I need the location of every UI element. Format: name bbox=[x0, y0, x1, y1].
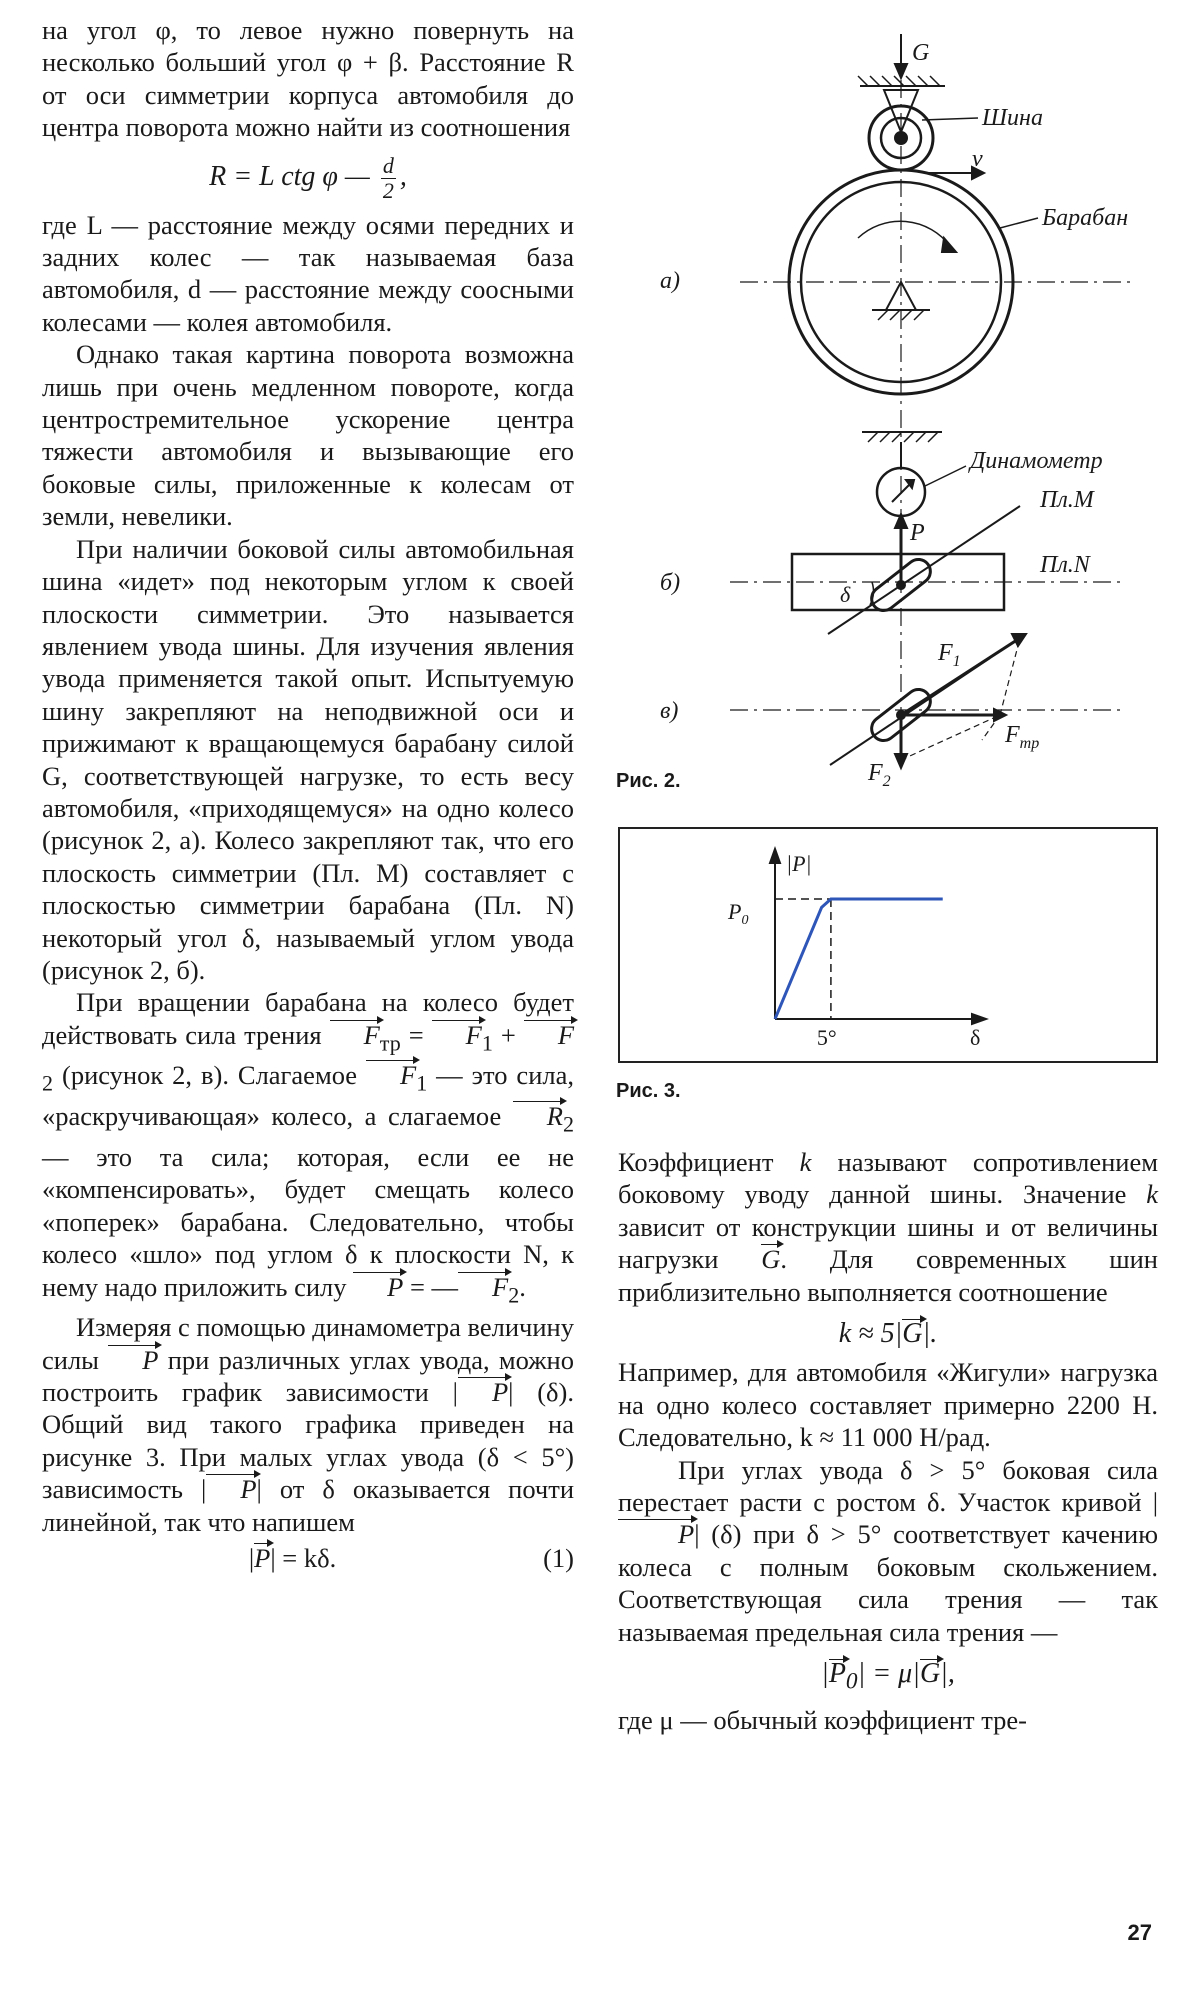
vector-ftr-sub: тр bbox=[379, 1030, 401, 1056]
f2-arrow-head bbox=[895, 754, 907, 768]
figure-2-caption: Рис. 2. bbox=[616, 770, 681, 792]
x-axis-arrow bbox=[972, 1014, 986, 1024]
label-delta: δ bbox=[840, 582, 851, 607]
vector-f2b bbox=[458, 1271, 508, 1303]
label-dynamometer: Динамометр bbox=[970, 448, 1103, 474]
figure-3-chart bbox=[620, 829, 1156, 1061]
construction-line-3 bbox=[982, 715, 1000, 740]
vector-ftr-letter: F bbox=[363, 1019, 380, 1050]
label-pl-n: Пл.N bbox=[1040, 552, 1090, 578]
label-f2: $F_2$ bbox=[868, 760, 891, 790]
figure-3-caption: Рис. 3. bbox=[616, 1080, 681, 1102]
p6-text-a: Измеряя с помощью динамометра величину силы bbox=[42, 1312, 574, 1375]
vector-p-6a-letter: P bbox=[142, 1344, 159, 1375]
vector-g-eqp0-letter: G bbox=[919, 1658, 941, 1690]
p5-end: . bbox=[519, 1271, 526, 1302]
vector-f2-letter: F bbox=[557, 1019, 574, 1050]
r1-text-c: зависит от конструкции шины и от величины нагрузки bbox=[618, 1211, 1158, 1275]
tick-label-p0: $P_0$ bbox=[728, 899, 749, 928]
vector-p-6b-letter: P bbox=[491, 1377, 509, 1408]
vector-f1-letter: F bbox=[465, 1019, 482, 1050]
vector-g-r1-letter: G bbox=[761, 1244, 781, 1275]
vector-f2 bbox=[524, 1019, 574, 1051]
eq-p0-c: |, bbox=[940, 1658, 955, 1690]
vector-p0-eq-letter: P bbox=[828, 1658, 846, 1690]
paragraph-1: на угол φ, то левое нужно повернуть на несколько больший угол φ + β. Расстояние R от оси симметрии корпуса автомобиля до центра поворота можно найти из соотношения bbox=[42, 15, 574, 143]
vector-f1b bbox=[366, 1059, 416, 1091]
y-axis-arrow bbox=[770, 849, 780, 863]
dynamometer-line-to-label bbox=[925, 466, 966, 486]
drum-rotation-head bbox=[942, 238, 956, 252]
vector-f2-sub: 2 bbox=[42, 1070, 54, 1096]
label-f1: $F_1$ bbox=[938, 640, 961, 670]
p5-text-b: (рисунок 2, в). Слагаемое bbox=[53, 1060, 366, 1091]
formula-radius bbox=[42, 154, 574, 203]
eq1-rest: | = kδ. bbox=[270, 1543, 337, 1574]
g-arrow-head bbox=[895, 64, 907, 78]
label-pl-m: Пл.M bbox=[1040, 487, 1094, 513]
eq-p0-a: | bbox=[821, 1658, 829, 1690]
vector-p-eq1-letter: P bbox=[254, 1543, 271, 1574]
vector-r2 bbox=[513, 1100, 563, 1132]
f1-arrow-line bbox=[901, 638, 1020, 715]
p5-text-a: При вращении барабана на колесо будет действовать сила трения bbox=[42, 987, 574, 1050]
vector-ftr bbox=[330, 1019, 380, 1051]
page-number: 27 bbox=[1127, 1920, 1152, 1945]
vector-r2-sub: 2 bbox=[562, 1111, 574, 1137]
vector-p-6c-letter: P bbox=[240, 1474, 257, 1505]
label-b: б) bbox=[660, 570, 681, 596]
vector-p-6a bbox=[108, 1344, 158, 1376]
formula-main: R = L ctg φ — bbox=[209, 160, 377, 192]
vector-f2b-letter: F bbox=[492, 1271, 509, 1302]
paragraph-5 bbox=[42, 986, 574, 1311]
paragraph-3: Однако такая картина поворота возможна лишь при очень медленном повороте, когда центростремительное ускорение центра тяжести автомобиля и вызывающие его боковые силы, приложенные к колесам от земли, невелики. bbox=[42, 339, 574, 532]
p6-text-b: при различных углах увода, можно построить график зависимости | bbox=[42, 1344, 574, 1408]
vector-g-eqk-letter: G bbox=[902, 1318, 923, 1350]
label-v: v bbox=[972, 146, 983, 172]
p5-text-d: — это та сила; которая, если ее не «компенсировать», будет смещать колесо «поперек» барабана. Следовательно, чтобы колесо «шло» под углом δ к плоскости N, к нему надо приложить силу bbox=[42, 1141, 574, 1302]
vector-f2b-sub: 2 bbox=[508, 1281, 520, 1307]
r3-text-a: При углах увода δ > 5° боковая сила перестает расти с ростом δ. Участок кривой | bbox=[618, 1454, 1158, 1518]
equation-k bbox=[618, 1318, 1158, 1350]
axis-label-delta: δ bbox=[970, 1025, 981, 1050]
eq-k-a: k ≈ 5| bbox=[838, 1318, 903, 1350]
figure-2 bbox=[600, 20, 1170, 790]
vector-p bbox=[353, 1271, 403, 1303]
vector-g-eqp0 bbox=[920, 1658, 940, 1690]
paragraph-r3 bbox=[618, 1454, 1158, 1648]
label-p: P bbox=[910, 520, 925, 546]
formula-numerator: d bbox=[382, 152, 394, 178]
vector-f1 bbox=[432, 1019, 482, 1051]
vector-p-r3 bbox=[618, 1518, 694, 1550]
label-a: а) bbox=[660, 268, 680, 294]
eq-p0-b: | = μ| bbox=[857, 1658, 920, 1690]
p6-text-d: | от δ оказывается почти линейной, так что напишем bbox=[42, 1474, 574, 1537]
r1-text-a: Коэффициент bbox=[618, 1147, 800, 1177]
p6-text-c: | (δ). Общий вид такого графика приведен на рисунке 3. При малых углах увода (δ < 5°) зависимость | bbox=[42, 1377, 574, 1505]
r1-text-d: . Для современных шин приблизительно выполняется соотношение bbox=[618, 1244, 1158, 1307]
r3-text-b: | (δ) при δ > 5° соответствует качению колеса с полным боковым скольжением. Соответствующая сила трения — так называемая предельная сила трения — bbox=[618, 1519, 1158, 1647]
label-ftr: $F_{тр}$ bbox=[1005, 722, 1040, 752]
vector-p-eq1 bbox=[254, 1542, 270, 1574]
paragraph-2: где L — расстояние между осями передних и задних колес — так называемая база автомобиля, d — расстояние между соосными колесами — колея автомобиля. bbox=[42, 209, 574, 337]
force-curve bbox=[775, 899, 943, 1019]
vector-p0-eq bbox=[829, 1658, 846, 1690]
p5-eq2: = — bbox=[403, 1271, 459, 1302]
drum-rotation-arrow bbox=[858, 221, 950, 246]
p5-plus: + bbox=[492, 1019, 524, 1050]
vector-p-6b bbox=[458, 1376, 508, 1408]
vector-p-letter: P bbox=[387, 1271, 404, 1302]
vector-r2-letter: R bbox=[546, 1101, 563, 1132]
tick-label-5: 5° bbox=[816, 1025, 837, 1050]
vector-f1b-sub: 1 bbox=[416, 1070, 428, 1096]
label-v-part: в) bbox=[660, 698, 679, 724]
tire-line-to-label bbox=[922, 118, 978, 120]
r1-k: k bbox=[799, 1147, 812, 1177]
label-drum: Барабан bbox=[1042, 205, 1129, 231]
top-hatch bbox=[858, 76, 940, 86]
eq1-bar-a: | bbox=[248, 1543, 255, 1574]
figure-2-diagram bbox=[600, 20, 1170, 790]
formula-denominator: 2 bbox=[382, 177, 394, 203]
equation-1-body bbox=[42, 1542, 543, 1574]
eq-p0-sub: 0 bbox=[845, 1668, 858, 1695]
vector-p-r3-letter: P bbox=[678, 1519, 695, 1550]
vector-f1b-letter: F bbox=[400, 1060, 417, 1091]
axis-label-p: |P| bbox=[786, 851, 812, 876]
construction-line-2 bbox=[901, 715, 1000, 760]
paragraph-r4: где μ — обычный коэффициент тре- bbox=[618, 1705, 1027, 1736]
right-column bbox=[618, 1146, 1158, 1737]
paragraph-r2: Например, для автомобиля «Жигули» нагрузка на одно колесо составляет примерно 2200 Н. Следовательно, k ≈ 11 000 Н/рад. bbox=[618, 1357, 1158, 1453]
equation-1 bbox=[42, 1542, 574, 1574]
paragraph-6 bbox=[42, 1311, 574, 1538]
r1-k2: k bbox=[1146, 1179, 1158, 1210]
formula-end: , bbox=[399, 160, 407, 192]
eq-k-b: |. bbox=[922, 1318, 938, 1350]
label-tire: Шина bbox=[982, 105, 1043, 131]
p5-eq: = bbox=[400, 1019, 432, 1050]
drum-line-to-label bbox=[1000, 218, 1038, 228]
bottom-hatch bbox=[868, 432, 938, 442]
paragraph-4: При наличии боковой силы автомобильная шина «идет» под некоторым углом к своей плоскости симметрии. Это называется явлением увода шины. Для изучения явления увода применяется такой опыт. Испытуемую шину закрепляют на неподвижной оси и прижимают к вращающемуся барабану силой G, соответствующей нагрузке, то есть весу автомобиля, «приходящемуся» на одно колесо (рисунок 2, а). Колесо закрепляют так, что его плоскость симметрии (Пл. M) составляет с плоскостью симметрии барабана (Пл. N) некоторый угол δ, называемый углом увода (рисунок 2, б). bbox=[42, 533, 574, 985]
vector-g-eqk bbox=[902, 1318, 922, 1350]
r1-text-b: называют сопротивлением боковому уводу данной шины. Значение bbox=[618, 1147, 1158, 1210]
formula-fraction bbox=[381, 154, 396, 203]
vector-g-r1 bbox=[761, 1243, 780, 1275]
label-g: G bbox=[912, 40, 930, 66]
equation-1-number: (1) bbox=[543, 1543, 574, 1574]
vector-f1-sub: 1 bbox=[481, 1030, 493, 1056]
p5-text-c: — это сила, «раскручивающая» колесо, а слагаемое bbox=[42, 1060, 574, 1132]
figure-3 bbox=[618, 827, 1158, 1063]
equation-p0 bbox=[618, 1658, 1158, 1698]
left-column bbox=[42, 14, 574, 1574]
paragraph-r1 bbox=[618, 1146, 1158, 1308]
vector-p-6c bbox=[206, 1473, 256, 1505]
